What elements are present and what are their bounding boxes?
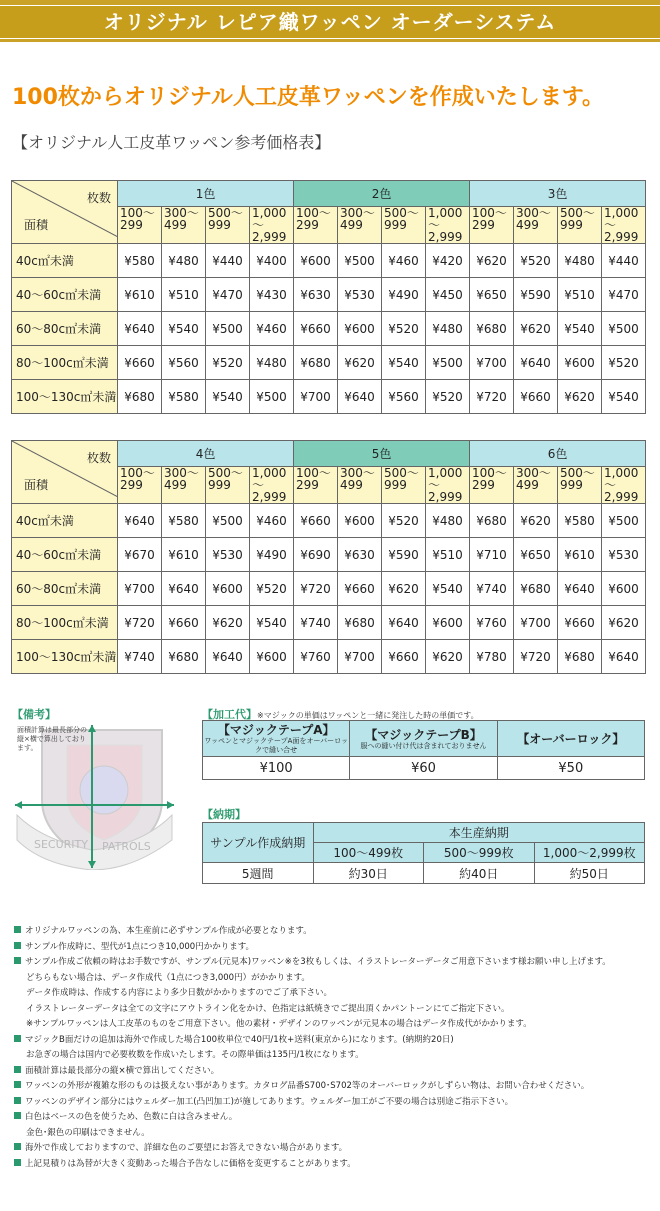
price-cell: ¥620 (602, 606, 646, 640)
color-count-header: 3色 (470, 181, 646, 207)
price-cell: ¥500 (426, 346, 470, 380)
price-cell: ¥680 (514, 572, 558, 606)
price-cell: ¥620 (558, 380, 602, 414)
price-cell: ¥520 (426, 380, 470, 414)
price-cell: ¥680 (470, 312, 514, 346)
corner-header (12, 441, 118, 504)
delivery-range: 500～999枚 (424, 843, 535, 863)
quantity-range-header: 300～ 499 (162, 207, 206, 244)
price-cell: ¥660 (514, 380, 558, 414)
processing-title-label: 【加工代】 (202, 708, 257, 721)
price-cell: ¥530 (602, 538, 646, 572)
table-row (12, 504, 646, 538)
quantity-range-header: 100～ 299 (470, 467, 514, 504)
area-label: 面積 (24, 478, 49, 492)
price-cell: ¥480 (162, 244, 206, 278)
price-cell: ¥480 (558, 244, 602, 278)
price-cell: ¥520 (602, 346, 646, 380)
price-cell: ¥620 (382, 572, 426, 606)
count-label: 枚数 (86, 451, 111, 465)
price-cell: ¥600 (338, 504, 382, 538)
price-cell: ¥640 (514, 346, 558, 380)
size-row-label: 100～130c㎡未満 (12, 380, 118, 414)
price-cell: ¥660 (294, 312, 338, 346)
price-cell: ¥620 (470, 244, 514, 278)
price-cell: ¥430 (250, 278, 294, 312)
price-cell: ¥520 (382, 504, 426, 538)
price-cell: ¥780 (470, 640, 514, 674)
note-item (14, 1048, 654, 1064)
delivery-range: 100～499枚 (313, 843, 424, 863)
delivery-range: 1,000～2,999枚 (534, 843, 645, 863)
size-row-label: 40～60c㎡未満 (12, 278, 118, 312)
price-cell: ¥500 (206, 312, 250, 346)
price-cell: ¥660 (294, 504, 338, 538)
price-cell: ¥580 (162, 504, 206, 538)
price-cell: ¥650 (470, 278, 514, 312)
price-cell: ¥700 (470, 346, 514, 380)
quantity-range-header: 100～ 299 (118, 207, 162, 244)
price-cell: ¥650 (514, 538, 558, 572)
price-cell: ¥420 (426, 244, 470, 278)
price-cell: ¥520 (250, 572, 294, 606)
price-cell: ¥500 (602, 504, 646, 538)
bullet-square-icon (14, 957, 21, 964)
size-row-label: 40c㎡未満 (12, 244, 118, 278)
top-banner (0, 0, 660, 42)
price-cell: ¥620 (206, 606, 250, 640)
price-cell: ¥630 (294, 278, 338, 312)
price-cell: ¥640 (162, 572, 206, 606)
price-cell: ¥500 (206, 504, 250, 538)
color-count-header: 4色 (118, 441, 294, 467)
price-cell: ¥640 (118, 504, 162, 538)
price-cell: ¥720 (118, 606, 162, 640)
note-text: サンプル作成ご依頼の時はお手数ですが、サンプル(元見本)ワッペン※を3枚もしくは、イラストレーターデータご用意下さいます様お願い申し上げます。 (25, 957, 611, 967)
price-cell: ¥640 (382, 606, 426, 640)
price-cell: ¥600 (294, 244, 338, 278)
price-cell: ¥500 (250, 380, 294, 414)
price-cell: ¥740 (470, 572, 514, 606)
price-cell: ¥540 (382, 346, 426, 380)
corner-header (12, 181, 118, 244)
price-cell: ¥470 (602, 278, 646, 312)
price-cell: ¥740 (294, 606, 338, 640)
table-row (12, 244, 646, 278)
price-cell: ¥600 (250, 640, 294, 674)
price-cell: ¥610 (118, 278, 162, 312)
note-text: イラストレーターデータは全ての文字にアウトライン化をかけ、色指定は紙焼きでご提出頂くかパントーンにてご指定下さい。 (26, 1003, 510, 1014)
size-row-label: 80～100c㎡未満 (12, 606, 118, 640)
price-cell: ¥670 (118, 538, 162, 572)
quantity-range-header: 1,000～ 2,999 (250, 467, 294, 504)
bullet-square-icon (14, 1143, 21, 1150)
quantity-range-header: 1,000～ 2,999 (426, 467, 470, 504)
delivery-title: 【納期】 (202, 808, 246, 821)
price-cell: ¥500 (338, 244, 382, 278)
quantity-range-header: 300～ 499 (514, 207, 558, 244)
sample-delivery-value: 5週間 (203, 863, 314, 884)
note-text: オリジナルワッペンの為、本生産前に必ずサンプル作成が必要となります。 (25, 926, 312, 936)
price-cell: ¥580 (118, 244, 162, 278)
color-count-header: 2色 (294, 181, 470, 207)
note-text: 上記見積りは為替が大きく変動あった場合予告なしに価格を変更することがあります。 (25, 1158, 356, 1169)
note-text: ワッペンの外形が複雑な形のものは扱えない事があります。カタログ品番S700･S702等のオーバーロックがしずらい物は、お問い合わせください。 (25, 1081, 590, 1091)
price-cell: ¥680 (162, 640, 206, 674)
bullet-square-icon (14, 1035, 21, 1042)
note-item (14, 955, 654, 971)
bullet-square-icon (14, 1081, 21, 1088)
price-cell: ¥600 (206, 572, 250, 606)
price-cell: ¥610 (558, 538, 602, 572)
price-cell: ¥480 (426, 504, 470, 538)
delivery-value: 約30日 (313, 863, 424, 884)
quantity-range-header: 1,000～ 2,999 (602, 207, 646, 244)
table-row (12, 572, 646, 606)
price-cell: ¥660 (118, 346, 162, 380)
price-cell: ¥440 (206, 244, 250, 278)
sample-delivery-label: サンプル作成納期 (203, 823, 314, 863)
delivery-value: 約50日 (534, 863, 645, 884)
price-table-4-6-colors (11, 440, 646, 674)
note-item (14, 1079, 654, 1095)
price-cell: ¥590 (514, 278, 558, 312)
price-cell: ¥490 (382, 278, 426, 312)
bullet-square-icon (14, 942, 21, 949)
price-table-title: 【オリジナル人工皮革ワッペン参考価格表】 (12, 133, 331, 152)
magic-tape-a-header: 【マジックテープA】 ワッペンとマジックテープA面をオーバーロックで縫い合せ (203, 721, 350, 757)
price-cell: ¥680 (338, 606, 382, 640)
processing-table (202, 720, 645, 780)
price-cell: ¥460 (382, 244, 426, 278)
price-cell: ¥700 (118, 572, 162, 606)
note-text: ワッペンのデザイン部分にはウェルダー加工(凸凹加工)が施してあります。ウェルダー加工がご不要の場合は別途ご指示下さい。 (25, 1096, 514, 1107)
quantity-range-header: 500～ 999 (558, 207, 602, 244)
price-cell: ¥520 (514, 244, 558, 278)
quantity-range-header: 1,000～ 2,999 (602, 467, 646, 504)
note-item (14, 1157, 654, 1173)
price-cell: ¥520 (382, 312, 426, 346)
price-cell: ¥720 (470, 380, 514, 414)
price-cell: ¥560 (382, 380, 426, 414)
price-cell: ¥480 (426, 312, 470, 346)
production-delivery-label: 本生産納期 (313, 823, 645, 843)
price-cell: ¥700 (294, 380, 338, 414)
price-cell: ¥600 (338, 312, 382, 346)
price-cell: ¥540 (162, 312, 206, 346)
price-cell: ¥620 (514, 504, 558, 538)
price-cell: ¥640 (118, 312, 162, 346)
table-row (12, 312, 646, 346)
price-cell: ¥610 (162, 538, 206, 572)
bullet-square-icon (14, 1159, 21, 1166)
price-cell: ¥640 (602, 640, 646, 674)
note-text: お急ぎの場合は国内で必要枚数を作成いたします。その際単価は135円/1枚になります。 (26, 1050, 364, 1060)
price-cell: ¥630 (338, 538, 382, 572)
price-cell: ¥680 (558, 640, 602, 674)
price-cell: ¥530 (206, 538, 250, 572)
price-cell: ¥710 (470, 538, 514, 572)
note-item (14, 1033, 654, 1049)
price-cell: ¥600 (426, 606, 470, 640)
note-item (14, 986, 654, 1002)
note-item (14, 971, 654, 987)
price-cell: ¥640 (338, 380, 382, 414)
note-text: 面積計算は最長部分の縦×横で算出してください。 (25, 1065, 220, 1076)
quantity-range-header: 100～ 299 (118, 467, 162, 504)
quantity-range-header: 100～ 299 (470, 207, 514, 244)
price-cell: ¥530 (338, 278, 382, 312)
table-row (12, 640, 646, 674)
price-cell: ¥660 (558, 606, 602, 640)
note-text: データ作成時は、作成する内容により多少日数がかかりますのでご了承下さい。 (26, 988, 333, 998)
price-cell: ¥590 (382, 538, 426, 572)
price-cell: ¥620 (426, 640, 470, 674)
quantity-range-header: 300～ 499 (514, 467, 558, 504)
price-cell: ¥680 (118, 380, 162, 414)
price-cell: ¥510 (426, 538, 470, 572)
note-text: マジックB面だけの追加は海外で作成した場合100枚単位で40円/1枚+送料(東京から)になります。(納期約20日) (25, 1034, 454, 1045)
table-row (12, 380, 646, 414)
price-cell: ¥690 (294, 538, 338, 572)
price-cell: ¥600 (602, 572, 646, 606)
delivery-value: 約40日 (424, 863, 535, 884)
note-item (14, 1017, 654, 1033)
price-cell: ¥510 (162, 278, 206, 312)
price-cell: ¥470 (206, 278, 250, 312)
processing-note: ※マジックの単価はワッペンと一緒に発注した時の単価です。 (257, 711, 479, 720)
size-row-label: 40～60c㎡未満 (12, 538, 118, 572)
price-cell: ¥640 (206, 640, 250, 674)
note-text: どちらもない場合は、データ作成代（1点につき3,000円）がかかります。 (26, 972, 310, 983)
table-row (12, 346, 646, 380)
price-cell: ¥700 (338, 640, 382, 674)
price-cell: ¥490 (250, 538, 294, 572)
count-label: 枚数 (86, 191, 111, 205)
price-cell: ¥620 (338, 346, 382, 380)
note-text: 金色･銀色の印刷はできません。 (26, 1127, 150, 1138)
note-item (14, 1064, 654, 1080)
price-cell: ¥720 (514, 640, 558, 674)
banner-title: オリジナル レピア織ワッペン オーダーシステム (0, 5, 660, 39)
price-cell: ¥450 (426, 278, 470, 312)
magic-tape-b-header: 【マジックテープB】 服への縫い付け代は含まれておりません (350, 721, 497, 757)
price-cell: ¥510 (558, 278, 602, 312)
price-cell: ¥760 (294, 640, 338, 674)
color-count-header: 5色 (294, 441, 470, 467)
price-cell: ¥580 (558, 504, 602, 538)
note-item (14, 940, 654, 956)
price-table-1-3-colors (11, 180, 646, 414)
quantity-range-header: 500～ 999 (382, 207, 426, 244)
quantity-range-header: 500～ 999 (206, 467, 250, 504)
table-row (12, 538, 646, 572)
table-row (12, 278, 646, 312)
table-row (12, 606, 646, 640)
size-row-label: 60～80c㎡未満 (12, 572, 118, 606)
area-label: 面積 (24, 218, 49, 232)
quantity-range-header: 300～ 499 (338, 207, 382, 244)
price-cell: ¥540 (602, 380, 646, 414)
price-cell: ¥400 (250, 244, 294, 278)
bullet-square-icon (14, 1112, 21, 1119)
price-cell: ¥740 (118, 640, 162, 674)
price-cell: ¥680 (470, 504, 514, 538)
note-item (14, 1002, 654, 1018)
price-cell: ¥620 (514, 312, 558, 346)
price-cell: ¥500 (602, 312, 646, 346)
size-row-label: 80～100c㎡未満 (12, 346, 118, 380)
emblem-text-patrols: PATROLS (102, 840, 151, 853)
quantity-range-header: 500～ 999 (558, 467, 602, 504)
size-row-label: 40c㎡未満 (12, 504, 118, 538)
price-cell: ¥580 (162, 380, 206, 414)
price-cell: ¥660 (382, 640, 426, 674)
emblem-text-security: SECURITY (34, 838, 88, 851)
price-cell: ¥720 (294, 572, 338, 606)
price-cell: ¥660 (338, 572, 382, 606)
price-cell: ¥600 (558, 346, 602, 380)
bullet-square-icon (14, 1097, 21, 1104)
price-cell: ¥660 (162, 606, 206, 640)
delivery-table (202, 822, 645, 884)
price-cell: ¥460 (250, 504, 294, 538)
note-text: 白色はベースの色を使うため、色数に白は含みません。 (25, 1112, 238, 1122)
price-cell: ¥540 (558, 312, 602, 346)
note-item (14, 1141, 654, 1157)
quantity-range-header: 100～ 299 (294, 467, 338, 504)
note-text: サンプル作成時に、型代が1点につき10,000円かかります。 (25, 941, 255, 952)
note-item (14, 1126, 654, 1142)
price-cell: ¥680 (294, 346, 338, 380)
quantity-range-header: 100～ 299 (294, 207, 338, 244)
size-row-label: 100～130c㎡未満 (12, 640, 118, 674)
note-item (14, 924, 654, 940)
price-cell: ¥560 (162, 346, 206, 380)
bullet-square-icon (14, 1066, 21, 1073)
price-cell: ¥440 (602, 244, 646, 278)
bullet-square-icon (14, 926, 21, 933)
magic-tape-a-price: ¥100 (203, 757, 350, 780)
price-cell: ¥540 (250, 606, 294, 640)
quantity-range-header: 500～ 999 (206, 207, 250, 244)
price-cell: ¥540 (426, 572, 470, 606)
note-item (14, 1110, 654, 1126)
price-cell: ¥700 (514, 606, 558, 640)
price-cell: ¥760 (470, 606, 514, 640)
remarks-title: 【備考】 (12, 708, 56, 721)
overlock-price: ¥50 (497, 757, 644, 780)
quantity-range-header: 300～ 499 (162, 467, 206, 504)
color-count-header: 1色 (118, 181, 294, 207)
size-row-label: 60～80c㎡未満 (12, 312, 118, 346)
quantity-range-header: 1,000～ 2,999 (426, 207, 470, 244)
quantity-range-header: 300～ 499 (338, 467, 382, 504)
remarks-text: 面積計算は最長部分の縦×横で算出しております。 (17, 726, 87, 752)
headline: 100枚からオリジナル人工皮革ワッペンを作成いたします。 (12, 85, 604, 110)
note-item (14, 1095, 654, 1111)
magic-tape-b-price: ¥60 (350, 757, 497, 780)
price-cell: ¥480 (250, 346, 294, 380)
price-cell: ¥540 (206, 380, 250, 414)
price-cell: ¥520 (206, 346, 250, 380)
price-cell: ¥640 (558, 572, 602, 606)
notes-list (14, 924, 654, 1172)
note-text: ※サンプルワッペンは人工皮革のものをご用意下さい。他の素材・デザインのワッペンが元見本の場合はデータ作成代がかかります。 (26, 1019, 532, 1029)
quantity-range-header: 1,000～ 2,999 (250, 207, 294, 244)
price-cell: ¥460 (250, 312, 294, 346)
overlock-header: 【オーバーロック】 (497, 721, 644, 757)
note-text: 海外で作成しておりますので、詳細な色のご要望にお答えできない場合があります。 (25, 1143, 348, 1153)
color-count-header: 6色 (470, 441, 646, 467)
quantity-range-header: 500～ 999 (382, 467, 426, 504)
